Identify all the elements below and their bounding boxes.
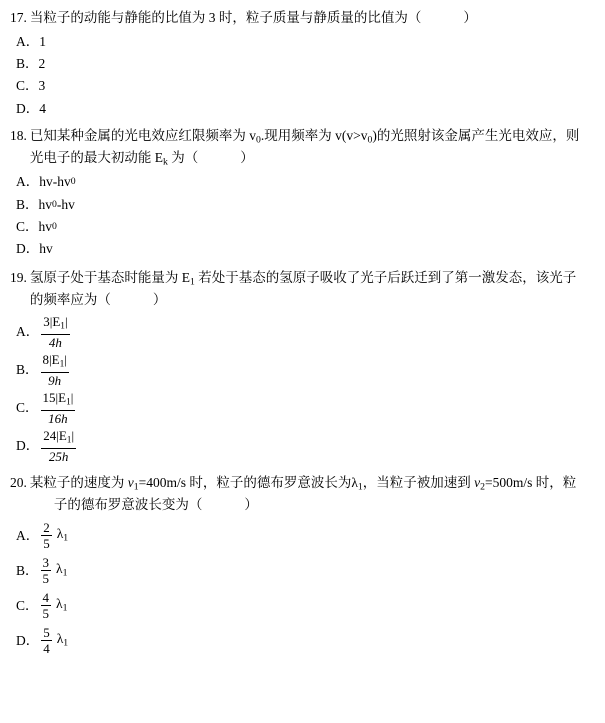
question-19-stem (10, 268, 595, 311)
choice-20-b-label: B． (16, 562, 39, 578)
choice-17-b[interactable] (10, 53, 595, 75)
choice-18-d-text: hv (39, 241, 53, 257)
choice-19-b-label: B． (16, 362, 39, 378)
choice-19-c-fraction: $\frac{15|E_1|}{16h}$ (42, 390, 74, 426)
choice-17-c-text: 3 (38, 78, 46, 94)
choice-18-a[interactable] (10, 171, 595, 193)
choice-17-c[interactable] (10, 75, 595, 97)
choice-18-d-label: D． (16, 241, 40, 257)
choice-17-d-text: 4 (39, 100, 46, 116)
choice-20-d-label: D． (16, 632, 40, 648)
choice-17-d-label: D． (16, 100, 40, 116)
question-20-text: 某粒子的速度为 $v_1=400m/s$ 时，粒子的德布罗意波长为$\lambda_1$，当粒子被加速到 $v_2=500m/s$ 时，粒 子的德布罗意波长变为（ ） (29, 475, 577, 513)
choice-18-a-label: A． (16, 174, 40, 190)
choice-19-a[interactable] (10, 313, 595, 351)
choice-20-a[interactable] (10, 518, 595, 553)
choice-20-c[interactable] (10, 588, 595, 623)
question-18-text: 已知某种金属的光电效应红限频率为 $v_0$.现用频率为 $v(v>v_0)$的光照射该金属产生光电效应，则 光电子的最大初动能 $E_k$ 为（ ） (29, 127, 580, 168)
choice-18-c-text: hv 0 (38, 218, 57, 234)
choice-18-c[interactable] (10, 216, 595, 238)
choice-19-c-label: C． (16, 400, 39, 416)
question-17-choices (10, 31, 595, 120)
choice-20-d-fraction: $\frac{5}{4}$ $\lambda_1$ (43, 624, 69, 657)
question-20-number: 20. (10, 475, 27, 491)
choice-18-d[interactable] (10, 238, 595, 260)
choice-19-b-fraction: $\frac{8|E_1|}{9h}$ (42, 352, 67, 388)
question-17 (10, 8, 595, 120)
choice-18-b[interactable] (10, 194, 595, 216)
choice-19-b[interactable] (10, 351, 595, 389)
choice-19-a-fraction: $\frac{3|E_1|}{4h}$ (43, 314, 68, 350)
question-17-text: 当粒子的动能与静能的比值为 3 时，粒子质量与静质量的比值为（ ） (29, 10, 477, 25)
choice-20-a-label: A． (16, 527, 40, 543)
question-19 (10, 268, 595, 465)
question-18-choices (10, 171, 595, 260)
choice-18-b-text: hv 0 -hv (38, 196, 75, 212)
choice-17-a[interactable] (10, 31, 595, 53)
question-19-choices (10, 313, 595, 465)
choice-19-d[interactable] (10, 427, 595, 465)
choice-17-a-label: A． (16, 33, 40, 49)
choice-19-c[interactable] (10, 389, 595, 427)
choice-17-b-text: 2 (38, 56, 46, 72)
question-17-number: 17. (10, 10, 27, 25)
question-19-number: 19. (10, 270, 27, 286)
choice-17-d[interactable] (10, 98, 595, 120)
choice-20-b-fraction: $\frac{3}{5}$ $\lambda_1$ (42, 554, 68, 587)
choice-18-b-label: B． (16, 196, 39, 212)
choice-20-d[interactable] (10, 623, 595, 658)
choice-20-c-fraction: $\frac{4}{5}$ $\lambda_1$ (42, 589, 68, 622)
choice-19-a-label: A． (16, 324, 40, 340)
choice-19-d-fraction: $\frac{24|E_1|}{25h}$ (43, 428, 75, 464)
question-18-stem (10, 126, 595, 170)
choice-17-a-text: 1 (39, 33, 46, 49)
choice-20-c-label: C． (16, 597, 39, 613)
question-18 (10, 126, 595, 261)
question-19-text: 氢原子处于基态时能量为 $E_1$ 若处于基态的氢原子吸收了光子后跃迁到了第一激发态，该光子 的频率应为（ ） (29, 270, 577, 308)
question-17-stem (10, 8, 595, 29)
choice-18-a-text: hv-hv 0 (39, 174, 76, 190)
question-20 (10, 473, 595, 658)
choice-19-d-label: D． (16, 438, 40, 454)
choice-17-c-label: C． (16, 78, 39, 94)
choice-17-b-label: B． (16, 56, 39, 72)
question-20-stem (10, 473, 595, 516)
choice-18-c-label: C． (16, 218, 39, 234)
question-20-choices (10, 518, 595, 658)
question-18-number: 18. (10, 127, 27, 143)
choice-20-a-fraction: $\frac{2}{5}$ $\lambda_1$ (43, 519, 69, 552)
choice-20-b[interactable] (10, 553, 595, 588)
